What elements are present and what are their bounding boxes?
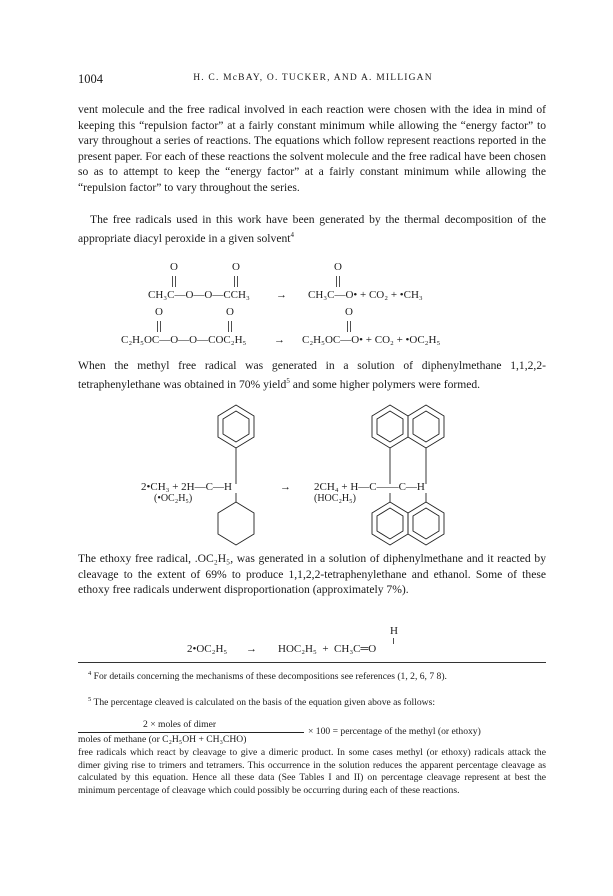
eq1-carbonyl-o-2: O — [232, 261, 240, 273]
footnote-4-mark: 4 — [88, 670, 92, 677]
eq2-reactant: C₂H₅OC—O—O—COC₂H₅ — [121, 334, 247, 346]
footnote-5-continuation: free radicals which react by cleavage to give a dimeric product. In some cases methyl (or ethoxy) radicals attack the dimer giving rise to trimers and tetramers. This occurrence in the solution reduces the apparent percentage cleavage as calculated by this equation. Hence all these data (See Tables I and II) on percentage cleavage represent at best the minimum percentage of cleavage which could possibly be occurring during each of these reactions. — [78, 747, 546, 796]
eq1-carbonyl-o-3: O — [334, 261, 342, 273]
eq2-carbonyl-o-2: O — [226, 306, 234, 318]
eq2-product: C₂H₅OC—O• + CO₂ + •OC₂H₅ — [302, 334, 441, 346]
eq4-hydrogen: H — [390, 625, 398, 637]
eq1-reactant: CH₃C—O—O—CCH₃ — [148, 289, 250, 301]
footnote-4 — [78, 668, 546, 684]
eq4-right: HOC₂H₅ + CH₃C═O — [278, 643, 377, 655]
paragraph-2-text: The free radicals used in this work have been generated by the thermal decomposition of the appropriate diacyl peroxide in a given solvent — [78, 213, 546, 245]
footnote-5 — [78, 694, 546, 710]
fraction-bar — [78, 732, 304, 733]
eq2-carbonyl-o-1: O — [155, 306, 163, 318]
eq1-product: CH₃C—O• + CO₂ + •CH₃ — [308, 289, 423, 301]
footnote-4-text: For details concerning the mechanisms of these decompositions see references (1, 2, 6, 7 8). — [93, 671, 447, 683]
eq3-left-alt: (•OC₂H₅) — [154, 493, 193, 504]
footnote-5-text: The percentage cleaved is calculated on the basis of the equation given above as follows: — [93, 697, 435, 709]
eq4-arrow: → — [246, 643, 257, 655]
eq3-left: 2•CH₃ + 2H—C—H — [141, 481, 232, 493]
formula-numerator: 2 × moles of dimer — [143, 719, 217, 730]
footnote-ref-4: 4 — [290, 230, 294, 239]
eq2-arrow: → — [274, 334, 285, 346]
footnote-5-mark: 5 — [88, 696, 92, 703]
eq1-arrow: → — [276, 289, 287, 301]
eq4-left: 2•OC₂H₅ — [187, 643, 228, 655]
paragraph-3-text-a: When the methyl free radical was generated in a solution of diphenylmethane 1,1,2,2-tetraphenylethane was obtained in 70% yield — [78, 359, 546, 391]
eq3-right: 2CH₄ + H—C——C—H — [314, 481, 425, 493]
running-head: H. C. McBAY, O. TUCKER, AND A. MILLIGAN — [193, 73, 433, 83]
footnote-ref-5: 5 — [286, 376, 290, 385]
paragraph-3-text-b: and some higher polymers were formed. — [289, 377, 481, 391]
footnote-rule — [78, 662, 546, 663]
eq2-carbonyl-o-3: O — [345, 306, 353, 318]
body-paragraph-1: vent molecule and the free radical involved in each reaction were chosen with the idea in mind of keeping this “repulsion factor” at a fairly constant minimum while allowing the “energy factor” to vary throughout a series of reactions. The equations which follow represent reactions reported in the present paper. For each of these reactions the solvent molecule and the free radical have been chosen so as to attempt to keep the “energy factor” at a fairly constant minimum while allowing the “repulsion factor” to vary throughout the series. — [78, 103, 546, 194]
eq3-right-alt: (HOC₂H₅) — [314, 493, 356, 504]
eq3-arrow: → — [280, 481, 291, 493]
formula-tail: × 100 = percentage of the methyl (or ethoxy) — [308, 726, 481, 737]
page-number: 1004 — [78, 72, 103, 86]
eq1-carbonyl-o-1: O — [170, 261, 178, 273]
formula-denominator: moles of methane (or C₂H₅OH + CH₃CHO) — [78, 734, 247, 745]
body-paragraph-4: The ethoxy free radical, .OC₂H₅, was generated in a solution of diphenylmethane and it reacted by cleavage to the extent of 69% to produce 1,1,2,2-tetraphenylethane and ethanol. Some of these ethoxy free radicals underwent disproportionation (approximately 7%). — [78, 552, 546, 597]
